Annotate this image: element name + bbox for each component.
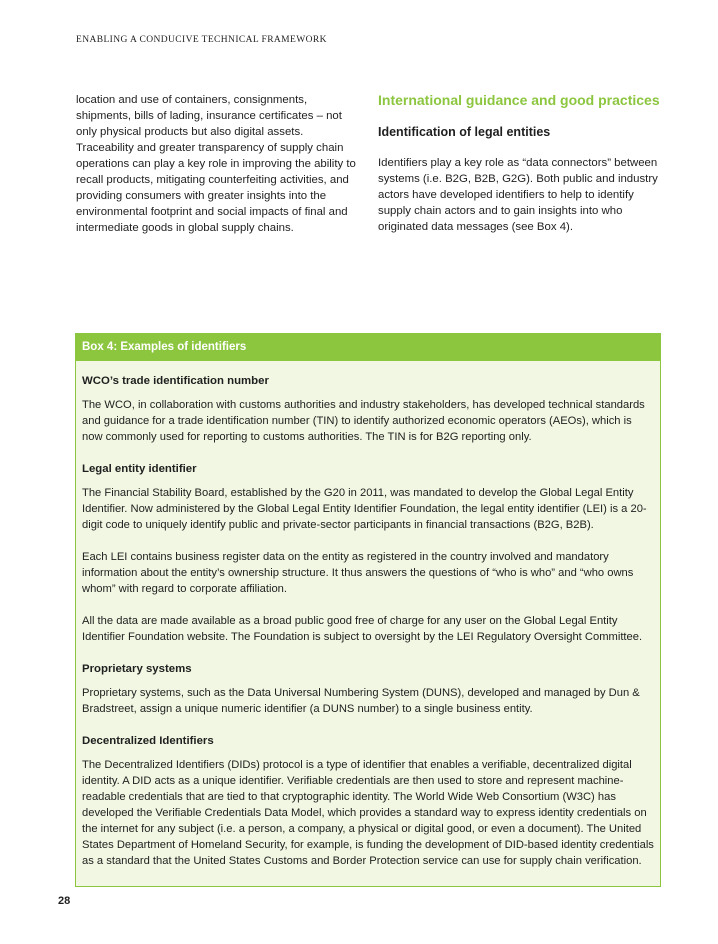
page-number: 28 (58, 895, 71, 907)
left-column-paragraph: location and use of containers, consignments, shipments, bills of lading, insurance certificates – not only physical products but also digital assets. Traceability and greater transparency of supply chain operations can play a key role in improving the ability to recall products, mitigating counterfeiting activities, and providing consumers with greater insights into the environmental footprint and social impacts of final and intermediate goods in global supply chains. (76, 94, 356, 234)
box-section-heading: WCO’s trade identification number (82, 375, 269, 387)
box-paragraph: The Financial Stability Board, established by the G20 in 2011, was mandated to develop the Global Legal Entity Identifier. Now administered by the Global Legal Entity Identifier Foundation, the legal entity identifier (LEI) is a 20-digit code to uniquely identify public and private-sector participants in financial transactions (B2G, B2B). (82, 487, 647, 531)
box-section-heading: Proprietary systems (82, 663, 192, 675)
box-paragraph: Proprietary systems, such as the Data Universal Numbering System (DUNS), developed and managed by Dun & Bradstreet, assign a unique numeric identifier (a DUNS number) to a single business entity. (82, 687, 640, 715)
box-paragraph: Each LEI contains business register data on the entity as registered in the country involved and mandatory information about the entity’s ownership structure. It thus answers the questions of “who is who” and “who owns whom” with regard to corporate affiliation. (82, 551, 634, 595)
box-paragraph: All the data are made available as a broad public good free of charge for any user on the Global Legal Entity Identifier Foundation website. The Foundation is subject to oversight by the LEI Regulatory Oversight Committee. (82, 615, 643, 643)
right-column-paragraph: Identifiers play a key role as “data connectors” between systems (i.e. B2G, B2B, G2G). Both public and industry actors have developed identifiers to help to identify supply chain actors and to gain insights into who originated data messages (see Box 4). (378, 157, 658, 233)
sub-heading: Identification of legal entities (378, 125, 551, 139)
box-paragraph: The WCO, in collaboration with customs authorities and industry stakeholders, has developed technical standards and guidance for a trade identification number (TIN) to identify authorized economic operators (AEOs), which is now commonly used for reporting to customs authorities. The TIN is for B2G reporting only. (82, 399, 645, 443)
right-column (378, 92, 664, 235)
box-section-heading: Decentralized Identifiers (82, 735, 214, 747)
box-paragraph: The Decentralized Identifiers (DIDs) protocol is a type of identifier that enables a verifiable, decentralized digital identity. A DID acts as a unique identifier. Verifiable credentials are then used to store and represent machine-readable credentials that are tied to that cryptographic identity. The World Wide Web Consortium (W3C) has developed the Verifiable Credentials Data Model, which provides a standard way to express identity credentials on the internet for any subject (i.e. a person, a company, a physical or digital good, or even a document). The United States Department of Homeland Security, for example, is funding the development of DID-based identity credentials as a standard that the United States Customs and Border Protection service can use for supply chain verification. (82, 759, 654, 867)
box-title: Box 4: Examples of identifiers (76, 334, 660, 361)
left-column (76, 92, 358, 236)
box-section-heading: Legal entity identifier (82, 463, 197, 475)
box-examples-of-identifiers (75, 333, 661, 887)
running-head: ENABLING A CONDUCIVE TECHNICAL FRAMEWORK (76, 35, 327, 45)
section-heading: International guidance and good practices (378, 92, 660, 108)
box-body (76, 361, 660, 869)
